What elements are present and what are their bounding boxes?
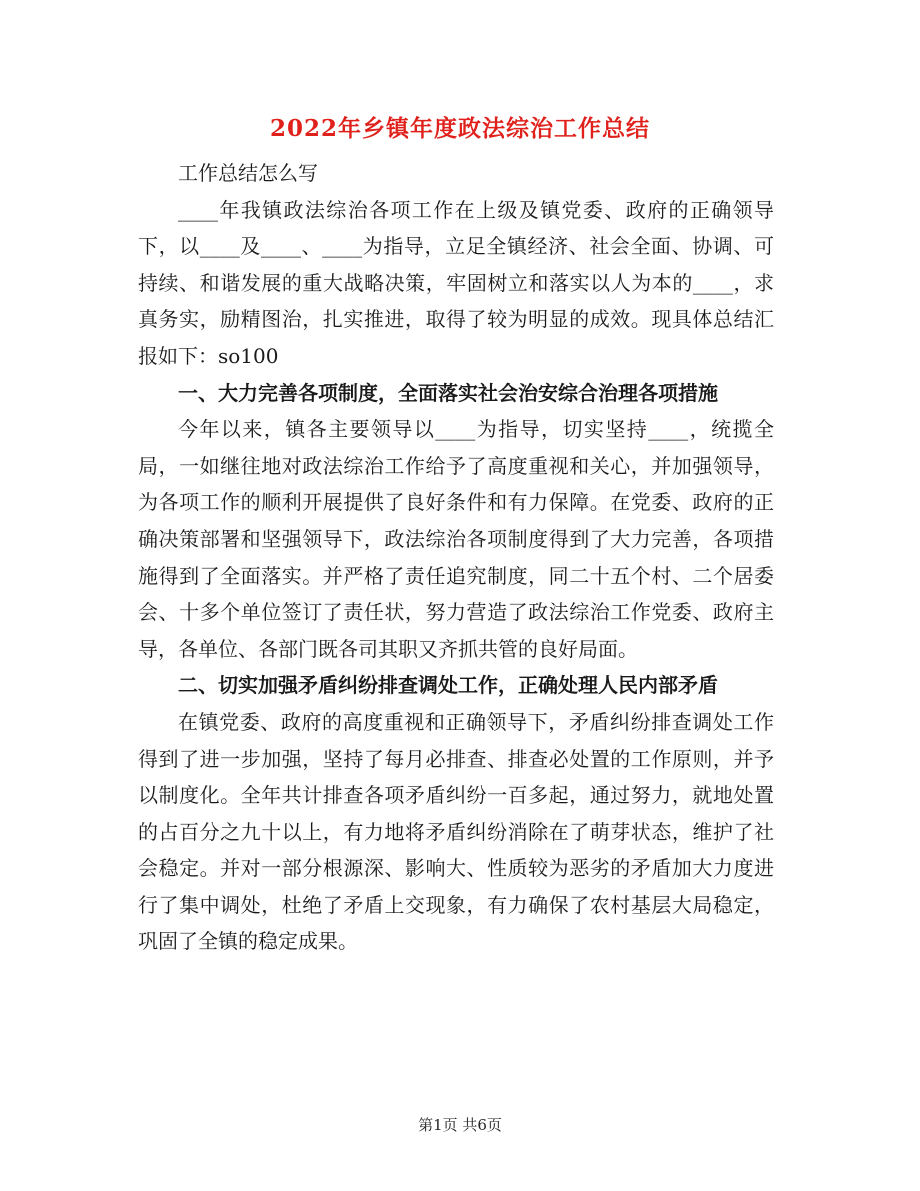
section-heading-1: 一、大力完善各项制度，全面落实社会治安综合治理各项措施 [178,380,718,405]
paragraph-section-1: 今年以来，镇各主要领导以____为指导，切实坚持____，统揽全局，一如继往地对政法综治工作给予了高度重视和关心，并加强领导，为各项工作的顺利开展提供了良好条件和有力保障。在党委、政府的正确决策部署和坚强领导下，政法综治各项制度得到了大力完善，各项措施得到了全面落实。并严格了责任追究制度，同二十五个村、二个居委会、十多个单位签订了责任状，努力营造了政法综治工作党委、政府主导，各单位、各部门既各司其职又齐抓共管的良好局面。 [138,417,774,661]
section-heading-2: 二、切实加强矛盾纠纷排查调处工作，正确处理人民内部矛盾 [178,673,718,698]
paragraph-overview: ____年我镇政法综治各项工作在上级及镇党委、政府的正确领导下，以____及____、____为指导，立足全镇经济、社会全面、协调、可持续、和谐发展的重大战略决策，牢固树立和落实以人为本的____，求真务实，励精图治，扎实推进，取得了较为明显的成效。现具体总结汇报如下：so100 [138,197,774,368]
document-body [138,155,774,960]
page-number-footer: 第1页 共6页 [418,1116,502,1134]
document-title: 2022年乡镇年度政法综治工作总结 [269,115,650,142]
paragraph-section-2: 在镇党委、政府的高度重视和正确领导下，矛盾纠纷排查调处工作得到了进一步加强，坚持了每月必排查、排查必处置的工作原则，并予以制度化。全年共计排查各项矛盾纠纷一百多起，通过努力，就地处置的占百分之九十以上，有力地将矛盾纠纷消除在了萌芽状态，维护了社会稳定。并对一部分根源深、影响大、性质较为恶劣的矛盾加大力度进行了集中调处，杜绝了矛盾上交现象，有力确保了农村基层大局稳定，巩固了全镇的稳定成果。 [138,709,774,954]
intro-line: 工作总结怎么写 [178,161,318,185]
